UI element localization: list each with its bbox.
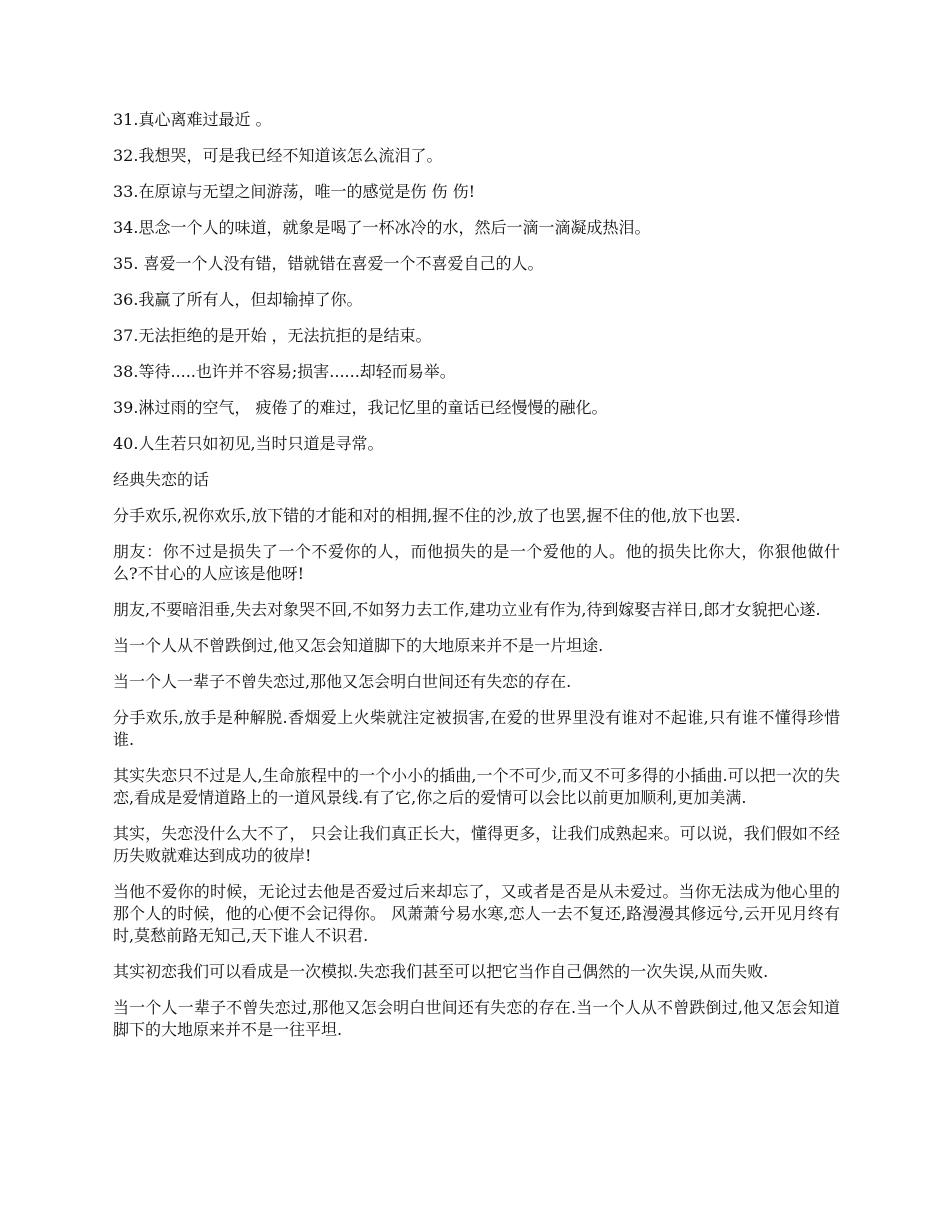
numbered-line-34: 34.思念一个人的味道，就象是喝了一杯冰冷的水，然后一滴一滴凝成热泪。	[113, 218, 651, 237]
paragraph: 当一个人一辈子不曾失恋过,那他又怎会明白世间还有失恋的存在.当一个人从不曾跌倒过,他又怎会知道脚下的大地原来并不是一往平坦.	[113, 998, 840, 1039]
numbered-line-33: 33.在原谅与无望之间游荡，唯一的感觉是伤 伤 伤!	[113, 182, 476, 201]
numbered-line-36: 36.我赢了所有人，但却输掉了你。	[113, 290, 363, 309]
numbered-line-35: 35. 喜爱一个人没有错，错就错在喜爱一个不喜爱自己的人。	[113, 254, 544, 273]
numbered-line-32: 32.我想哭，可是我已经不知道该怎么流泪了。	[113, 146, 443, 165]
numbered-line-31: 31.真心离难过最近 。	[113, 110, 272, 129]
numbered-line-40: 40.人生若只如初见,当时只道是寻常。	[113, 434, 384, 453]
paragraph: 分手欢乐,祝你欢乐,放下错的才能和对的相拥,握不住的沙,放了也罢,握不住的他,放下也罢.	[113, 506, 741, 525]
numbered-line-37: 37.无法拒绝的是开始 ，无法抗拒的是结束。	[113, 326, 432, 345]
numbered-line-38: 38.等待.....也许并不容易;损害......却轻而易举。	[113, 362, 456, 381]
paragraph: 分手欢乐,放手是种解脱.香烟爱上火柴就注定被损害,在爱的世界里没有谁对不起谁,只有谁不懂得珍惜谁.	[113, 708, 840, 749]
section-title: 经典失恋的话	[113, 470, 210, 489]
paragraph: 其实初恋我们可以看成是一次模拟.失恋我们甚至可以把它当作自己偶然的一次失误,从而失败.	[113, 962, 769, 981]
paragraph: 其实失恋只不过是人,生命旅程中的一个小小的插曲,一个不可少,而又不可多得的小插曲.可以把一次的失恋,看成是爱情道路上的一道风景线.有了它,你之后的爱情可以会比以前更加顺利,更加美满.	[113, 766, 840, 807]
paragraph: 朋友：你不过是损失了一个不爱你的人，而他损失的是一个爱他的人。他的损失比你大，你狠他做什么?不甘心的人应该是他呀!	[113, 542, 840, 583]
paragraph: 当一个人一辈子不曾失恋过,那他又怎会明白世间还有失恋的存在.	[113, 672, 572, 691]
document-page	[113, 109, 840, 1055]
numbered-line-39: 39.淋过雨的空气， 疲倦了的难过，我记忆里的童话已经慢慢的融化。	[113, 398, 608, 417]
paragraph: 当一个人从不曾跌倒过,他又怎会知道脚下的大地原来并不是一片坦途.	[113, 636, 604, 655]
paragraph: 朋友,不要暗泪垂,失去对象哭不回,不如努力去工作,建功立业有作为,待到嫁娶吉祥日,郎才女貌把心遂.	[113, 600, 821, 619]
paragraph: 当他不爱你的时候，无论过去他是否爱过后来却忘了，又或者是否是从未爱过。当你无法成为他心里的那个人的时候，他的心便不会记得你。 风萧萧兮易水寒,恋人一去不复还,路漫漫其修远兮,云开见月终有时,莫愁前路无知己,天下谁人不识君.	[113, 882, 840, 945]
paragraph: 其实，失恋没什么大不了， 只会让我们真正长大，懂得更多，让我们成熟起来。可以说，我们假如不经历失败就难达到成功的彼岸!	[113, 824, 840, 865]
